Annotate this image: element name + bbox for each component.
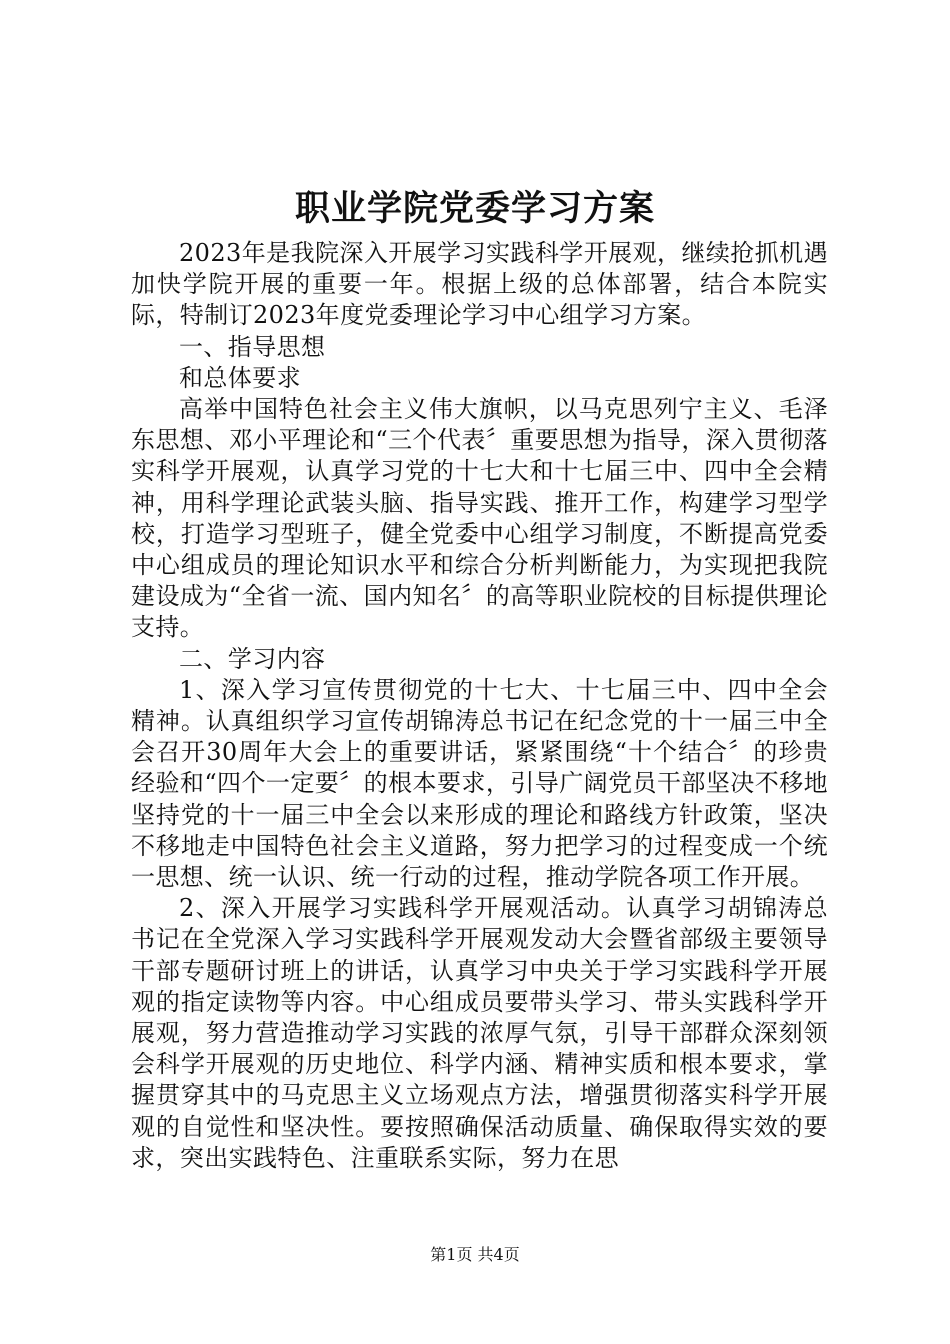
paragraph-guiding-thought: 高举中国特色社会主义伟大旗帜，以马克思列宁主义、毛泽东思想、邓小平理论和“三个代表〞重要思想为指导，深入贯彻落实科学开展观，认真学习党的十七大和十七届三中、四中全会精神，用科学理论武装头脑、指导实践、推开工作，构建学习型学校，打造学习型班子，健全党委中心组学习制度，不断提高党委中心组成员的理论知识水平和综合分析判断能力，为实现把我院建设成为“全省一流、国内知名〞的高等职业院校的目标提供理论支持。 (131, 395, 828, 642)
paragraph-item-1: 1、深入学习宣传贯彻党的十七大、十七届三中、四中全会精神。认真组织学习宣传胡锦涛总书记在纪念党的十一届三中全会召开30周年大会上的重要讲话，紧紧围绕“十个结合〞的珍贵经验和“四个一定要〞的根本要求，引导广阔党员干部坚决不移地坚持党的十一届三中全会以来形成的理论和路线方针政策，坚决不移地走中国特色社会主义道路，努力把学习的过程变成一个统一思想、统一认识、统一行动的过程，推动学院各项工作开展。 (131, 675, 828, 892)
paragraph-intro: 2023年是我院深入开展学习实践科学开展观，继续抢抓机遇加快学院开展的重要一年。根据上级的总体部署，结合本院实际，特制订2023年度党委理论学习中心组学习方案。 (131, 239, 828, 330)
document-body (131, 238, 828, 1174)
section-heading-requirements: 和总体要求 (179, 363, 301, 392)
section-heading-guiding-thought: 一、指导思想 (179, 332, 326, 361)
document-title: 职业学院党委学习方案 (294, 188, 655, 229)
page-footer: 第1页 共4页 (430, 1245, 520, 1264)
section-heading-study-content: 二、学习内容 (179, 644, 326, 673)
paragraph-item-2: 2、深入开展学习实践科学开展观活动。认真学习胡锦涛总书记在全党深入学习实践科学开展观发动大会暨省部级主要领导干部专题研讨班上的讲话，认真学习中央关于学习实践科学开展观的指定读物等内容。中心组成员要带头学习、带头实践科学开展观，努力营造推动学习实践的浓厚气氛，引导干部群众深刻领会科学开展观的历史地位、科学内涵、精神实质和根本要求，掌握贯穿其中的马克思主义立场观点方法，增强贯彻落实科学开展观的自觉性和坚决性。要按照确保活动质量、确保取得实效的要求，突出实践特色、注重联系实际，努力在思 (131, 894, 828, 1172)
